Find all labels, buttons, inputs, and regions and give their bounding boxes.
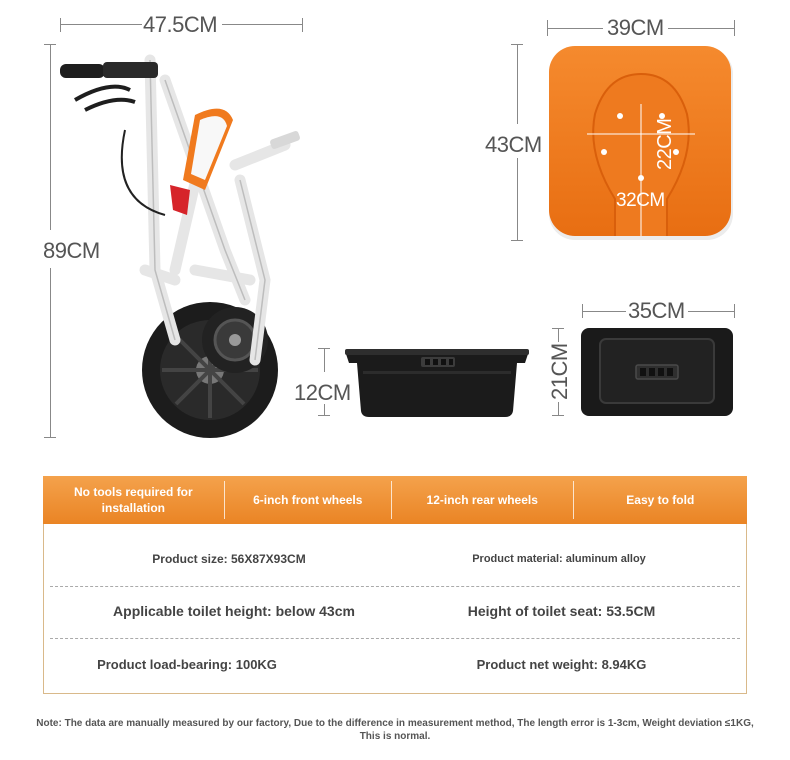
feature-no-tools: No tools required for installation	[74, 485, 193, 515]
chair-height-label: 89CM	[43, 238, 100, 263]
handle-grip	[60, 64, 105, 78]
chair-width-label: 47.5CM	[143, 12, 218, 37]
seat-depth-label: 43CM	[485, 132, 542, 157]
tray-depth-label: 21CM	[547, 343, 572, 400]
spec-load-bearing: Product load-bearing: 100KG	[97, 656, 277, 672]
spec-table	[43, 524, 747, 694]
bucket-height-label: 12CM	[294, 380, 351, 405]
spec-product-size: Product size: 56X87X93CM	[152, 552, 306, 566]
measurement-note: Note: The data are manually measured by our factory, Due to the difference in measurement method, The length error is 1-3cm, Weight deviation ≤1KG, This is normal.	[36, 718, 754, 742]
seat-hole-width-label: 32CM	[616, 190, 665, 211]
tray-width-label: 35CM	[628, 298, 685, 323]
folded-wheelchair-image	[55, 40, 315, 445]
feature-bar	[43, 476, 747, 524]
seat-width-label: 39CM	[607, 15, 664, 40]
spec-row	[44, 637, 746, 691]
bucket-side-view-image	[341, 345, 533, 420]
spec-toilet-height: Applicable toilet height: below 43cm	[113, 603, 355, 619]
seat-hole-height-label: 22CM	[654, 118, 676, 170]
feature-rear-wheels: 12-inch rear wheels	[426, 493, 538, 507]
spec-seat-height: Height of toilet seat: 53.5CM	[467, 603, 656, 619]
feature-easy-fold: Easy to fold	[626, 493, 695, 507]
spec-row	[44, 532, 746, 586]
red-lock-clip	[170, 185, 190, 215]
spec-net-weight: Product net weight: 8.94KG	[476, 656, 647, 672]
seat-top-view-image	[547, 44, 735, 242]
spec-row	[44, 584, 746, 638]
tray-top-view-image	[580, 327, 735, 419]
spec-product-material: Product material: aluminum alloy	[472, 553, 646, 565]
feature-front-wheels: 6-inch front wheels	[253, 493, 363, 507]
